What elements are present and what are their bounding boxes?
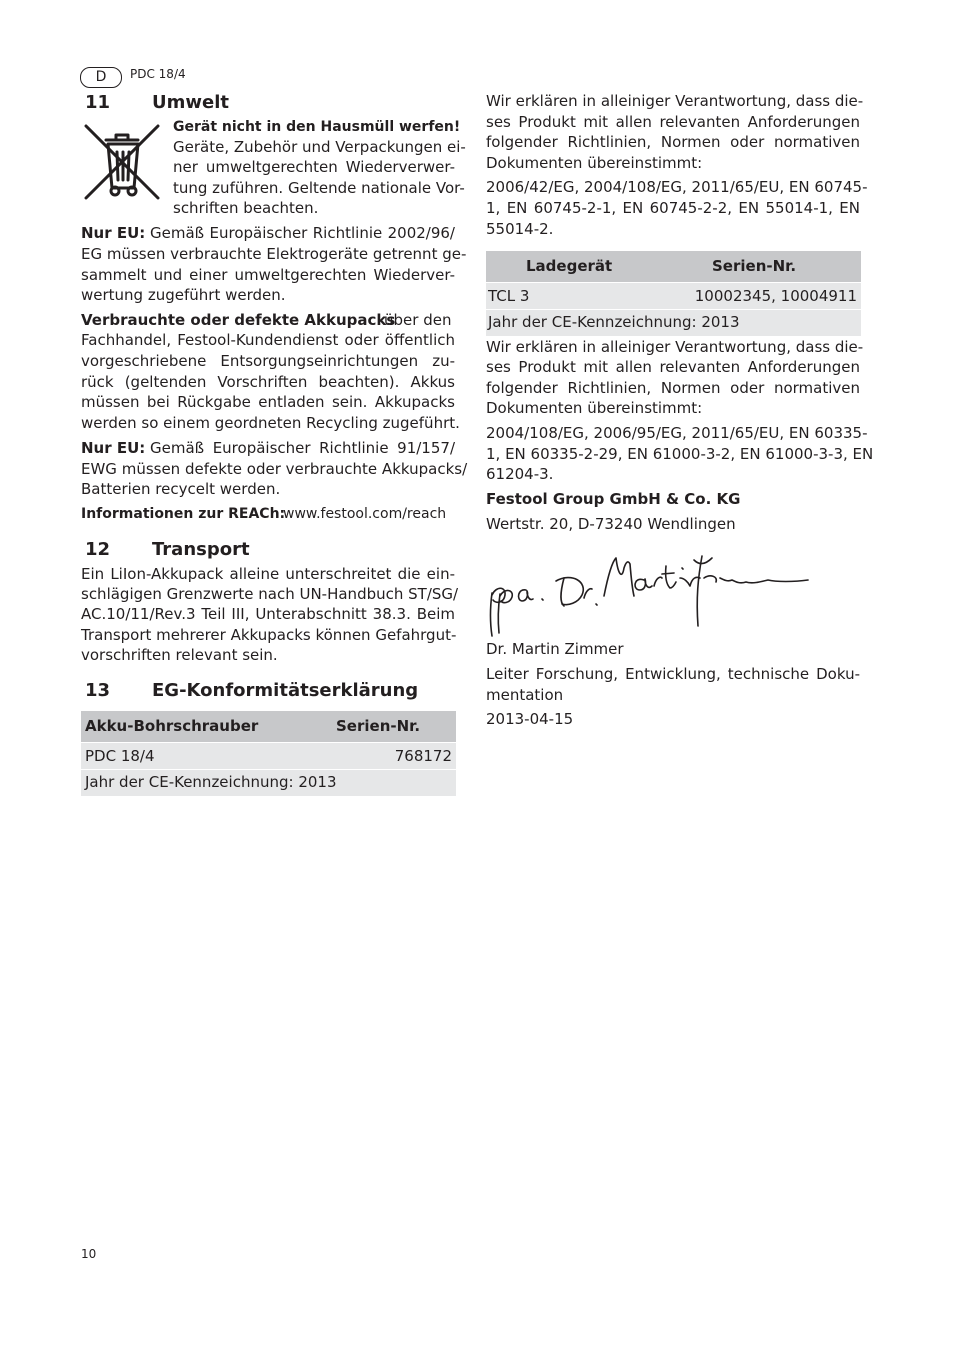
table-row bbox=[486, 310, 861, 336]
transport-text: AC.10/11/Rev.3 Teil III, Unterabschnitt 38.3. Beim bbox=[81, 605, 455, 623]
eu-battery-text: Gemäß Europäischer Richtlinie 91/157/ bbox=[150, 439, 455, 457]
norms-list: 2006/42/EG, 2004/108/EG, 2011/65/EU, EN 60745- bbox=[486, 178, 868, 196]
reach-label: Informationen zur REACh: bbox=[81, 506, 286, 522]
transport-text: Transport mehrerer Akkupacks können Gefahrgut- bbox=[81, 626, 457, 644]
serial-cell: 10002345, 10004911 bbox=[694, 287, 857, 305]
section-13-title: EG-Konformitätserklärung bbox=[152, 680, 419, 701]
ce-year-cell: Jahr der CE-Kennzeichnung: 2013 bbox=[85, 773, 337, 791]
disposal-warning: Gerät nicht in den Hausmüll werfen! bbox=[173, 119, 461, 135]
norms-list: 1, EN 60335-2-29, EN 61000-3-2, EN 61000-3-3, EN bbox=[486, 445, 874, 463]
disposal-text-line: tung zuführen. Geltende nationale Vor- bbox=[173, 179, 465, 197]
declaration-text: Wir erklären in alleiniger Verantwortung, dass die- bbox=[486, 338, 864, 356]
company-address: Wertstr. 20, D-73240 Wendlingen bbox=[486, 515, 736, 533]
product-cell: PDC 18/4 bbox=[85, 747, 155, 765]
table-header-serial: Serien-Nr. bbox=[712, 257, 797, 275]
table-row bbox=[486, 283, 861, 309]
norms-list: 1, EN 60745-2-1, EN 60745-2-2, EN 55014-1, EN bbox=[486, 199, 860, 217]
section-11-title: Umwelt bbox=[152, 92, 229, 113]
eu-label: Nur EU: bbox=[81, 439, 146, 457]
eu-battery-text: EWG müssen defekte oder verbrauchte Akkupacks/ bbox=[81, 460, 468, 478]
serial-cell: 768172 bbox=[394, 747, 452, 765]
company-name: Festool Group GmbH & Co. KG bbox=[486, 490, 741, 508]
transport-text: schlägigen Grenzwerte nach UN-Handbuch ST/SG/ bbox=[81, 585, 459, 603]
handwritten-signature bbox=[484, 548, 814, 643]
disposal-text-line: Geräte, Zubehör und Verpackungen ei- bbox=[173, 138, 466, 156]
declaration-date: 2013-04-15 bbox=[486, 710, 574, 728]
section-12-title: Transport bbox=[152, 539, 250, 560]
declaration-text: Dokumenten übereinstimmt: bbox=[486, 399, 703, 417]
battery-disposal-text: rück (geltenden Vorschriften beachten). Akkus bbox=[81, 373, 455, 391]
signer-role: mentation bbox=[486, 686, 564, 704]
eu-directive-text: EG müssen verbrauchte Elektrogeräte getrennt ge- bbox=[81, 245, 467, 263]
eu-directive-text: Gemäß Europäischer Richtlinie 2002/96/ bbox=[150, 224, 455, 242]
table-header-row bbox=[486, 251, 861, 282]
section-13-number: 13 bbox=[85, 680, 111, 701]
signer-name: Dr. Martin Zimmer bbox=[486, 640, 624, 658]
norms-list: 61204-3. bbox=[486, 465, 554, 483]
table-header-product: Ladegerät bbox=[526, 257, 613, 275]
table-header-serial: Serien-Nr. bbox=[336, 717, 421, 735]
declaration-text: Wir erklären in alleiniger Verantwortung, dass die- bbox=[486, 92, 864, 110]
battery-disposal-text: müssen bei Rückgabe entladen sein. Akkupacks bbox=[81, 393, 455, 411]
transport-text: vorschriften relevant sein. bbox=[81, 646, 278, 664]
crossed-out-wheelie-bin-icon bbox=[82, 122, 162, 202]
eu-directive-text: wertung zugeführt werden. bbox=[81, 286, 286, 304]
norms-list: 55014-2. bbox=[486, 220, 554, 238]
declaration-text: folgender Richtlinien, Normen oder normativen bbox=[486, 133, 860, 151]
transport-text: Ein LiIon-Akkupack alleine unterschreitet die ein- bbox=[81, 565, 455, 583]
reach-link[interactable]: www.festool.com/reach bbox=[283, 506, 447, 522]
language-badge bbox=[80, 67, 122, 88]
battery-disposal-text: vorgeschriebene Entsorgungseinrichtungen zu- bbox=[81, 352, 455, 370]
table-row bbox=[81, 743, 456, 769]
signer-role: Leiter Forschung, Entwicklung, technische Doku- bbox=[486, 665, 860, 683]
battery-disposal-text: werden so einem geordneten Recycling zugeführt. bbox=[81, 414, 460, 432]
declaration-text: Dokumenten übereinstimmt: bbox=[486, 154, 703, 172]
page-number: 10 bbox=[81, 1247, 97, 1261]
table-row bbox=[81, 770, 456, 796]
eu-label: Nur EU: bbox=[81, 224, 146, 242]
eu-battery-text: Batterien recycelt werden. bbox=[81, 480, 281, 498]
table-header-row bbox=[81, 711, 456, 742]
product-cell: TCL 3 bbox=[488, 287, 530, 305]
disposal-text-line: schriften beachten. bbox=[173, 199, 319, 217]
ce-year-cell: Jahr der CE-Kennzeichnung: 2013 bbox=[488, 313, 740, 331]
language-code: D bbox=[95, 69, 107, 85]
section-11-number: 11 bbox=[85, 92, 111, 113]
battery-disposal-text: Fachhandel, Festool-Kundendienst oder öffentlich bbox=[81, 331, 455, 349]
battery-disposal-text: über den bbox=[384, 311, 452, 329]
eu-directive-text: sammelt und einer umweltgerechten Wiederver- bbox=[81, 266, 455, 284]
table-header-product: Akku-Bohrschrauber bbox=[85, 717, 259, 735]
model-name: PDC 18/4 bbox=[130, 67, 186, 81]
declaration-text: ses Produkt mit allen relevanten Anforderungen bbox=[486, 113, 860, 131]
norms-list: 2004/108/EG, 2006/95/EG, 2011/65/EU, EN 60335- bbox=[486, 424, 868, 442]
section-12-number: 12 bbox=[85, 539, 111, 560]
declaration-text: folgender Richtlinien, Normen oder normativen bbox=[486, 379, 860, 397]
battery-disposal-label: Verbrauchte oder defekte Akkupacks bbox=[81, 311, 396, 329]
disposal-text-line: ner umweltgerechten Wiederverwer- bbox=[173, 158, 455, 176]
declaration-text: ses Produkt mit allen relevanten Anforderungen bbox=[486, 358, 860, 376]
